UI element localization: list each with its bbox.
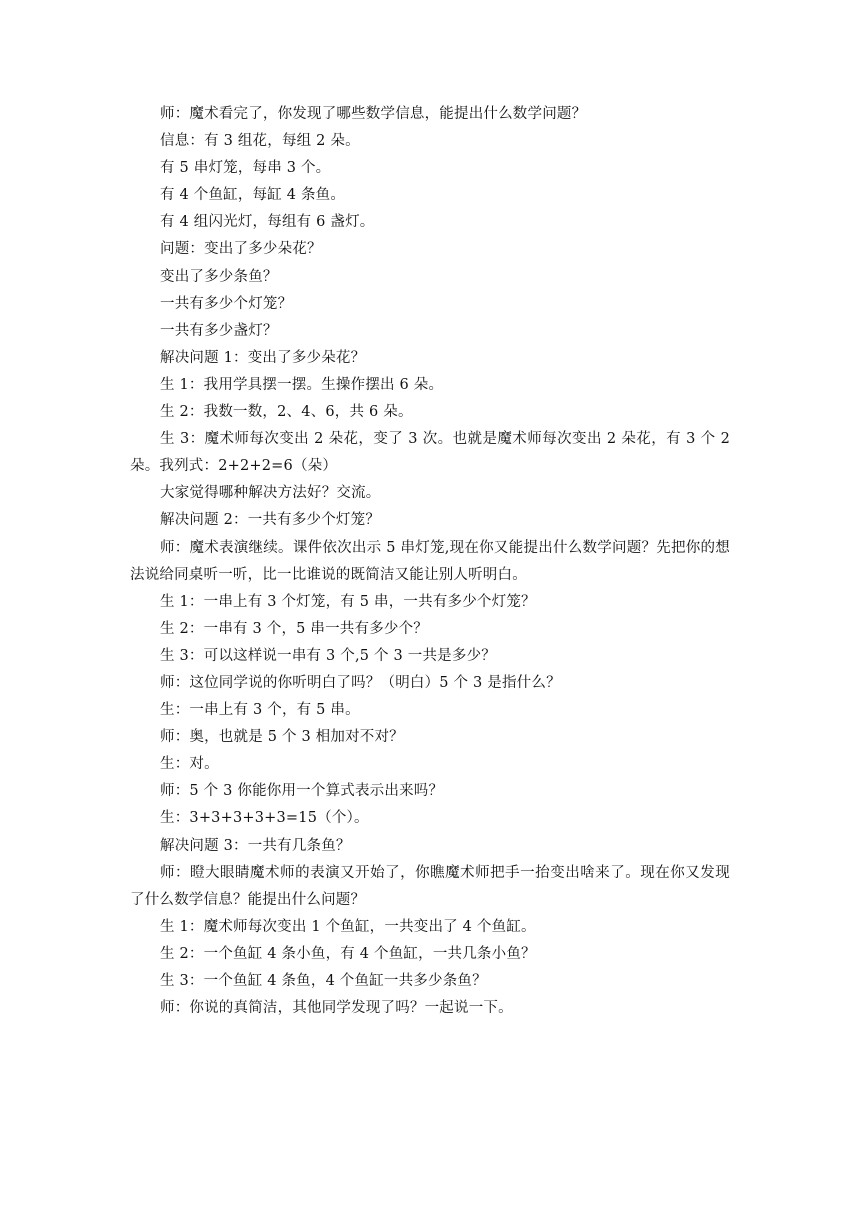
paragraph: 一共有多少个灯笼？	[160, 295, 293, 312]
paragraph: 生 3：可以这样说一串有 3 个,5 个 3 一共是多少？	[160, 647, 496, 664]
paragraph: 师：奥，也就是 5 个 3 相加对不对？	[160, 729, 404, 746]
paragraph: 信息：有 3 组花，每组 2 朵。	[160, 133, 360, 150]
paragraph: 有 5 串灯笼，每串 3 个。	[160, 160, 331, 177]
paragraph: 师：这位同学说的你听明白了吗？（明白）5 个 3 是指什么？	[160, 674, 561, 691]
paragraph: 生 2：我数一数，2、4、6，共 6 朵。	[160, 404, 413, 421]
paragraph: 生 1：我用学具摆一摆。生操作摆出 6 朵。	[160, 376, 444, 393]
document-body	[130, 101, 730, 1022]
paragraph: 师：魔术看完了，你发现了哪些数学信息，能提出什么数学问题？	[160, 106, 587, 122]
paragraph: 生 1：魔术师每次变出 1 个鱼缸，一共变出了 4 个鱼缸。	[160, 918, 536, 935]
paragraph: 师：5 个 3 你能你用一个算式表示出来吗？	[160, 783, 444, 800]
paragraph: 生 3：一个鱼缸 4 条鱼，4 个鱼缸一共多少条鱼？	[160, 973, 487, 989]
paragraph: 生：对。	[160, 756, 219, 773]
paragraph: 变出了多少条鱼？	[160, 268, 278, 285]
paragraph: 一共有多少盏灯？	[160, 322, 278, 339]
paragraph: 大家觉得哪种解决方法好？交流。	[160, 485, 381, 502]
paragraph: 生 2：一串有 3 个，5 串一共有多少个？	[160, 620, 429, 637]
paragraph: 生 2：一个鱼缸 4 条小鱼，有 4 个鱼缸，一共几条小鱼？	[160, 945, 536, 962]
paragraph: 问题：变出了多少朵花？	[160, 241, 322, 258]
paragraph: 生 3：魔术师每次变出 2 朵花，变了 3 次。也就是魔术师每次变出 2 朵花，有 3 个 2 朵。我列式：2+2+2=6（朵）	[130, 431, 730, 475]
paragraph: 解决问题 3：一共有几条鱼？	[160, 837, 351, 854]
paragraph: 解决问题 2：一共有多少个灯笼？	[160, 512, 381, 529]
paragraph: 生：3+3+3+3+3=15（个）。	[160, 810, 369, 827]
paragraph: 生 1：一串上有 3 个灯笼，有 5 串，一共有多少个灯笼？	[160, 593, 536, 610]
paragraph: 解决问题 1：变出了多少朵花？	[160, 349, 366, 366]
paragraph: 师：魔术表演继续。课件依次出示 5 串灯笼,现在你又能提出什么数学问题？先把你的想法说给同桌听一听，比一比谁说的既简洁又能让别人听明白。	[130, 539, 730, 583]
paragraph: 师：瞪大眼睛魔术师的表演又开始了，你瞧魔术师把手一抬变出啥来了。现在你又发现了什么数学信息？能提出什么问题？	[130, 864, 730, 908]
paragraph: 生：一串上有 3 个，有 5 串。	[160, 702, 360, 719]
paragraph: 师：你说的真简洁，其他同学发现了吗？一起说一下。	[160, 1000, 513, 1017]
paragraph: 有 4 组闪光灯，每组有 6 盏灯。	[160, 214, 375, 231]
paragraph: 有 4 个鱼缸，每缸 4 条鱼。	[160, 187, 346, 204]
